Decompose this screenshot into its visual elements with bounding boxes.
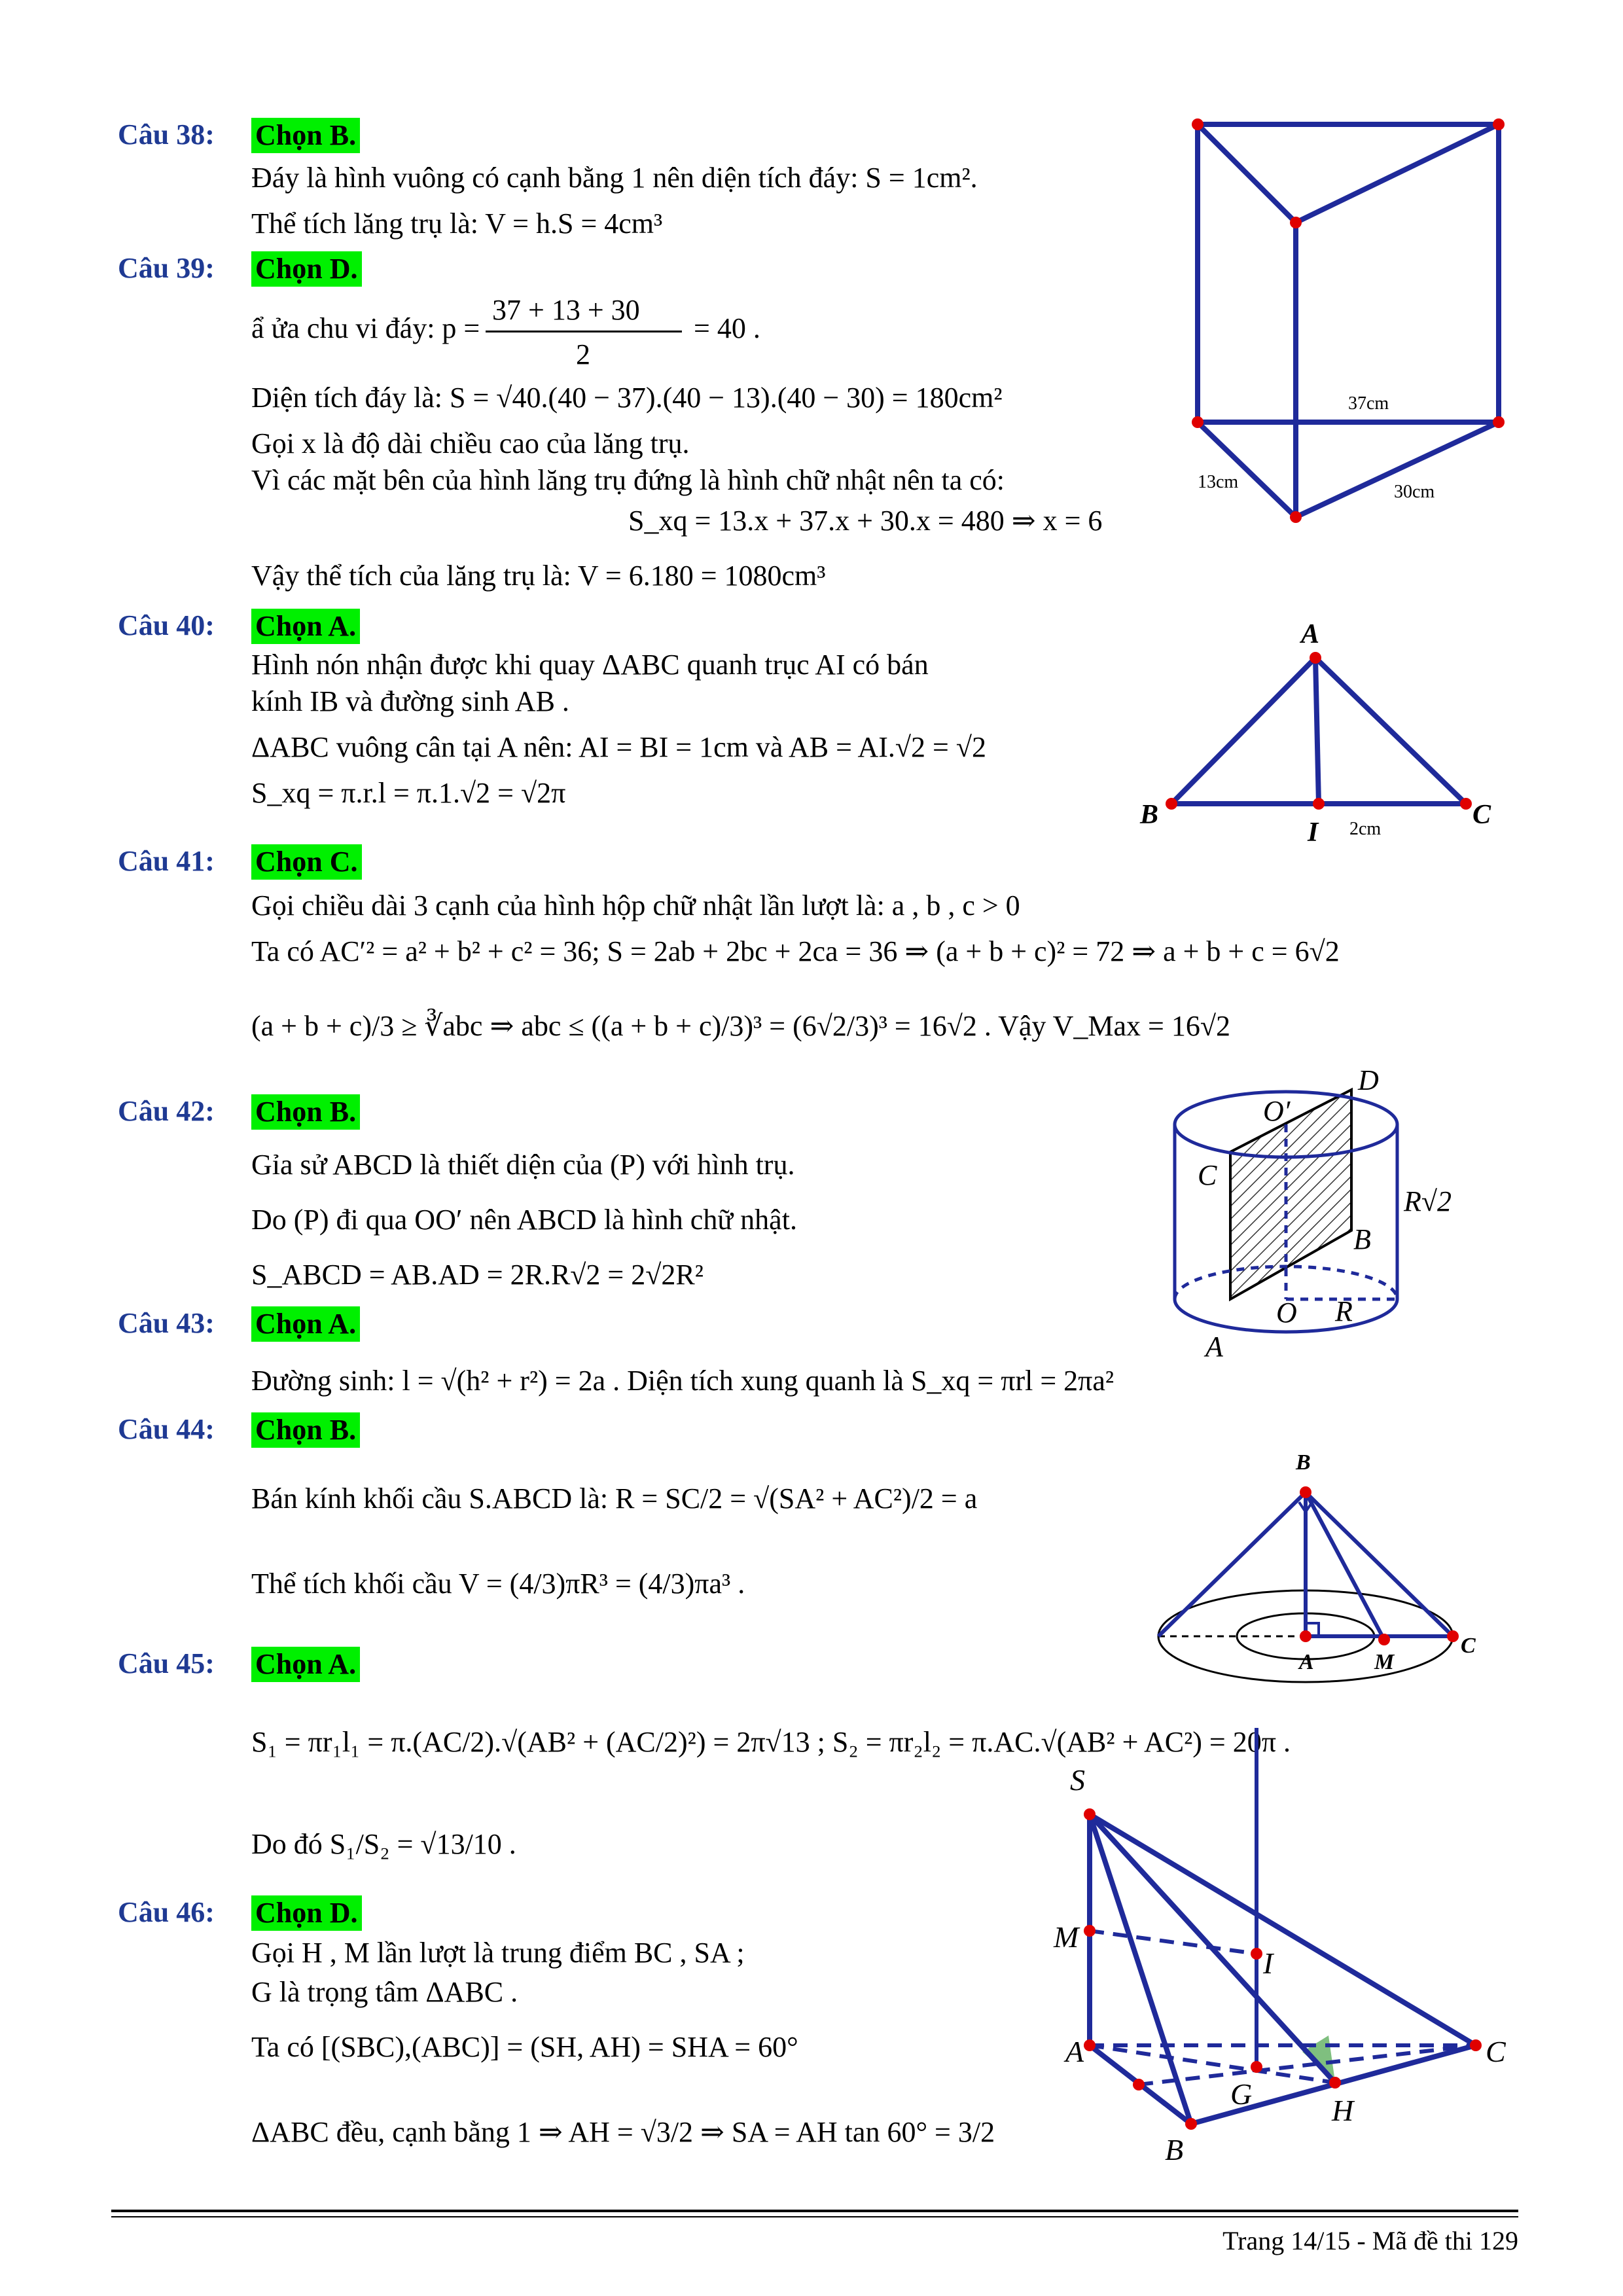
- footer-rule-thick: [111, 2210, 1518, 2212]
- question-40-choice: Chọn A.: [251, 609, 360, 644]
- q42-line-3: S_ABCD = AB.AD = 2R.R√2 = 2√2R²: [251, 1259, 704, 1291]
- prism-label-30: 30cm: [1394, 482, 1435, 502]
- q41-line-3: (a + b + c)/3 ≥ ∛abc ⇒ abc ≤ ((a + b + c)/3)³ = (6√2/3)³ = 16√2 . Vậy V_Max = 16√2: [251, 1010, 1230, 1042]
- pyramid-label-b: B: [1165, 2133, 1184, 2166]
- cylinder-label-c: C: [1198, 1159, 1217, 1191]
- footer-rule-thin: [111, 2216, 1518, 2217]
- q42-line-2: Do (P) đi qua OO′ nên ABCD là hình chữ nhật.: [251, 1204, 797, 1236]
- q39-line-4: Vì các mặt bên của hình lăng trụ đứng là hình chữ nhật nên ta có:: [251, 464, 1005, 496]
- q39-fraction-result: = 40 .: [694, 312, 760, 344]
- question-39-choice: Chọn D.: [251, 251, 362, 287]
- q45-line-2: Do đó S₁/S₂ = √13/10 .: [251, 1828, 516, 1860]
- question-43-label: Câu 43:: [118, 1307, 215, 1339]
- question-42-choice: Chọn B.: [251, 1094, 360, 1130]
- question-45-label: Câu 45:: [118, 1647, 215, 1679]
- cylinder-label-d: D: [1358, 1064, 1379, 1096]
- pyramid-figure: [1084, 1728, 1482, 2130]
- question-43-choice: Chọn A.: [251, 1306, 360, 1342]
- cylinder-label-r: R: [1335, 1295, 1353, 1327]
- q39-fraction-denominator: 2: [576, 338, 590, 370]
- question-46-choice: Chọn D.: [251, 1895, 362, 1931]
- prism-label-13: 13cm: [1198, 472, 1239, 492]
- question-41-label: Câu 41:: [118, 845, 215, 877]
- q45-line-1: S₁ = πr₁l₁ = π.(AC/2).√(AB² + (AC/2)²) = 2π√13 ; S₂ = πr₂l₂ = π.AC.√(AB² + AC²) = 20π .: [251, 1726, 1291, 1758]
- question-38-choice: Chọn B.: [251, 118, 360, 153]
- question-44-choice: Chọn B.: [251, 1412, 360, 1448]
- prism-figure: [1192, 118, 1505, 523]
- q46-line-2: G là trọng tâm ΔABC .: [251, 1976, 518, 2008]
- prism-label-37: 37cm: [1348, 393, 1389, 414]
- triangle-label-c: C: [1472, 800, 1491, 830]
- pyramid-label-a: A: [1065, 2035, 1084, 2068]
- cylinder-label-a: A: [1205, 1331, 1223, 1363]
- triangle-label-b: B: [1140, 800, 1159, 830]
- question-46-label: Câu 46:: [118, 1896, 215, 1928]
- q39-line-3: Gọi x là độ dài chiều cao của lăng trụ.: [251, 427, 690, 459]
- question-41-choice: Chọn C.: [251, 844, 362, 880]
- question-42-label: Câu 42:: [118, 1095, 215, 1127]
- pyramid-label-m: M: [1054, 1920, 1079, 1954]
- question-45-choice: Chọn A.: [251, 1647, 360, 1682]
- cone-label-b: B: [1296, 1450, 1311, 1475]
- pyramid-label-i: I: [1263, 1946, 1274, 1980]
- q40-line-1: Hình nón nhận được khi quay ΔABC quanh trục AI có bán: [251, 649, 929, 681]
- q44-line-2: Thể tích khối cầu V = (4/3)πR³ = (4/3)πa³ .: [251, 1568, 745, 1600]
- q46-line-1: Gọi H , M lần lượt là trung điểm BC , SA ;: [251, 1937, 745, 1969]
- pyramid-label-h: H: [1332, 2094, 1354, 2127]
- triangle-label-i: I: [1308, 817, 1319, 848]
- cone-label-c: C: [1461, 1634, 1476, 1658]
- cylinder-label-o-prime: O′: [1263, 1095, 1291, 1127]
- q38-line-1: Đáy là hình vuông có cạnh bằng 1 nên diện tích đáy: S = 1cm².: [251, 162, 978, 194]
- cylinder-label-b: B: [1353, 1223, 1371, 1255]
- q44-line-1: Bán kính khối cầu S.ABCD là: R = SC/2 = √(SA² + AC²)/2 = a: [251, 1482, 978, 1515]
- q39-line-2: Diện tích đáy là: S = √40.(40 − 37).(40 − 13).(40 − 30) = 180cm²: [251, 382, 1003, 414]
- q42-line-1: Gỉa sử ABCD là thiết diện của (P) với hình trụ.: [251, 1149, 795, 1181]
- cone-label-a: A: [1299, 1650, 1314, 1674]
- triangle-figure: [1166, 652, 1472, 810]
- cylinder-label-r-root2: R√2: [1404, 1185, 1452, 1217]
- cylinder-label-o: O: [1276, 1297, 1297, 1329]
- pyramid-label-s: S: [1070, 1763, 1085, 1797]
- pyramid-label-g: G: [1230, 2077, 1253, 2111]
- q39-line-5: S_xq = 13.x + 37.x + 30.x = 480 ⇒ x = 6: [628, 505, 1103, 537]
- pyramid-label-c: C: [1486, 2035, 1506, 2068]
- question-38-label: Câu 38:: [118, 118, 215, 151]
- question-40-label: Câu 40:: [118, 609, 215, 641]
- question-44-label: Câu 44:: [118, 1413, 215, 1445]
- q41-line-2: Ta có AC′² = a² + b² + c² = 36; S = 2ab + 2bc + 2ca = 36 ⇒ (a + b + c)² = 72 ⇒ a + b + c = 6√2: [251, 935, 1340, 967]
- q40-line-3: ΔABC vuông cân tại A nên: AI = BI = 1cm và AB = AI.√2 = √2: [251, 731, 987, 763]
- q43-line-1: Đường sinh: l = √(h² + r²) = 2a . Diện tích xung quanh là S_xq = πrl = 2πa²: [251, 1365, 1115, 1397]
- q46-line-3: Ta có [(SBC),(ABC)] = (SH, AH) = SHA = 60°: [251, 2031, 798, 2063]
- triangle-label-a: A: [1301, 619, 1320, 649]
- q46-line-4: ΔABC đều, cạnh bằng 1 ⇒ AH = √3/2 ⇒ SA = AH tan 60° = 3/2: [251, 2116, 995, 2148]
- cone-label-m: M: [1374, 1650, 1395, 1674]
- triangle-label-2cm: 2cm: [1349, 819, 1382, 839]
- question-39-label: Câu 39:: [118, 252, 215, 284]
- q41-line-1: Gọi chiều dài 3 cạnh của hình hộp chữ nhật lần lượt là: a , b , c > 0: [251, 889, 1020, 922]
- q39-line-1: ẩ ửa chu vi đáy: p =: [251, 312, 480, 344]
- page-footer: Trang 14/15 - Mã đề thi 129: [1222, 2226, 1518, 2255]
- q38-line-2: Thể tích lăng trụ là: V = h.S = 4cm³: [251, 207, 663, 240]
- q40-line-4: S_xq = π.r.l = π.1.√2 = √2π: [251, 777, 566, 809]
- q39-line-6: Vậy thể tích của lăng trụ là: V = 6.180 = 1080cm³: [251, 560, 826, 592]
- q39-fraction-numerator: 37 + 13 + 30: [492, 294, 640, 326]
- q40-line-2: kính IB và đường sinh AB .: [251, 685, 569, 717]
